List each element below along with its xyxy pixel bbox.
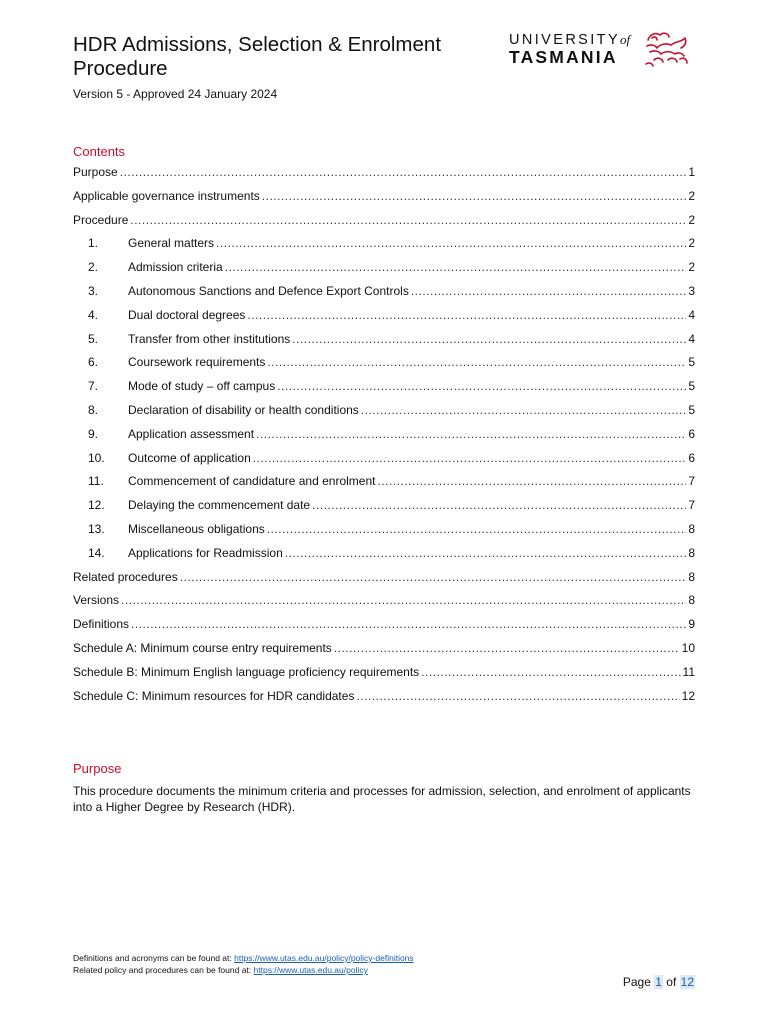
lion-icon bbox=[644, 30, 690, 68]
toc-entry-number: 13. bbox=[88, 521, 105, 536]
toc-entry-page: 4 bbox=[688, 331, 695, 346]
toc-entry[interactable] bbox=[73, 308, 695, 332]
toc-entry[interactable] bbox=[73, 546, 695, 570]
toc-entry-page: 8 bbox=[688, 569, 695, 584]
footer-policy-label: Related policy and procedures can be found at: bbox=[73, 965, 254, 975]
toc-entry-page: 2 bbox=[688, 212, 695, 227]
toc-entry-number: 4. bbox=[88, 307, 99, 322]
toc-entry-title: Procedure bbox=[73, 212, 129, 227]
toc-dot-leader bbox=[285, 546, 687, 560]
toc-entry-number: 14. bbox=[88, 545, 105, 560]
toc-entry-page: 6 bbox=[688, 450, 695, 465]
toc-entry-title: Applications for Readmission bbox=[128, 545, 283, 560]
toc-entry[interactable] bbox=[73, 427, 695, 451]
toc-entry-title: Delaying the commencement date bbox=[128, 498, 311, 513]
logo-top-word: UNIVERSITY bbox=[509, 32, 621, 48]
toc-entry-page: 5 bbox=[688, 379, 695, 394]
toc-entry[interactable] bbox=[73, 189, 695, 213]
toc-entry-title: Autonomous Sanctions and Defence Export Controls bbox=[128, 283, 409, 298]
toc-entry-title: Definitions bbox=[73, 617, 130, 632]
toc-entry-number: 11. bbox=[88, 474, 104, 489]
toc-entry-title: Purpose bbox=[73, 165, 118, 179]
toc-entry-number: 9. bbox=[88, 426, 99, 441]
toc-entry-page: 8 bbox=[688, 593, 695, 608]
toc-entry[interactable] bbox=[73, 617, 695, 641]
toc-entry[interactable] bbox=[73, 570, 695, 594]
toc-entry-title: Miscellaneous obligations bbox=[128, 521, 265, 536]
toc-entry-title: Transfer from other institutions bbox=[128, 331, 291, 346]
page-indicator bbox=[623, 975, 695, 989]
toc-dot-leader bbox=[131, 617, 686, 631]
table-of-contents bbox=[73, 165, 695, 712]
toc-entry-title: Application assessment bbox=[128, 426, 255, 441]
toc-dot-leader bbox=[121, 593, 686, 607]
toc-entry-title: Schedule B: Minimum English language proficiency requirements bbox=[73, 664, 420, 679]
logo-tasmania-text: TASMANIA bbox=[509, 47, 618, 67]
toc-entry-page: 3 bbox=[688, 283, 695, 298]
university-logo bbox=[509, 30, 699, 70]
toc-entry-page: 8 bbox=[688, 521, 695, 536]
toc-entry[interactable] bbox=[73, 451, 695, 475]
toc-entry-page: 10 bbox=[681, 640, 695, 655]
version-line: Version 5 - Approved 24 January 2024 bbox=[73, 87, 278, 101]
toc-dot-leader bbox=[225, 260, 687, 274]
toc-entry[interactable] bbox=[73, 689, 695, 713]
toc-entry-page: 12 bbox=[681, 688, 695, 703]
toc-entry-title: Coursework requirements bbox=[128, 355, 266, 370]
toc-entry-page: 7 bbox=[688, 474, 695, 489]
toc-entry-page: 5 bbox=[688, 355, 695, 370]
toc-entry[interactable] bbox=[73, 213, 695, 237]
toc-dot-leader bbox=[312, 498, 686, 512]
contents-heading: Contents bbox=[73, 144, 126, 159]
toc-entry-page: 9 bbox=[688, 617, 695, 632]
toc-dot-leader bbox=[292, 332, 686, 346]
toc-entry-page: 11 bbox=[682, 664, 695, 679]
toc-dot-leader bbox=[216, 236, 686, 250]
toc-dot-leader bbox=[180, 570, 687, 584]
toc-entry-number: 2. bbox=[88, 260, 99, 275]
toc-entry[interactable] bbox=[73, 332, 695, 356]
logo-of-word: of bbox=[620, 32, 631, 47]
toc-dot-leader bbox=[267, 355, 686, 369]
toc-entry-number: 6. bbox=[88, 355, 99, 370]
toc-dot-leader bbox=[334, 641, 680, 655]
toc-entry-title: Mode of study – off campus bbox=[128, 379, 276, 394]
toc-dot-leader bbox=[253, 451, 687, 465]
toc-entry[interactable] bbox=[73, 403, 695, 427]
toc-entry[interactable] bbox=[73, 474, 695, 498]
footer-policy-line bbox=[73, 964, 414, 976]
toc-entry-number: 5. bbox=[88, 331, 99, 346]
toc-entry-page: 2 bbox=[688, 236, 695, 251]
toc-entry-page: 6 bbox=[688, 426, 695, 441]
toc-entry[interactable] bbox=[73, 522, 695, 546]
toc-entry-page: 2 bbox=[688, 260, 695, 275]
logo-university-text bbox=[509, 32, 630, 48]
toc-entry-title: Commencement of candidature and enrolment bbox=[128, 474, 376, 489]
toc-entry-title: Outcome of application bbox=[128, 450, 251, 465]
page-of: of bbox=[666, 975, 677, 989]
purpose-heading: Purpose bbox=[73, 761, 122, 776]
toc-dot-leader bbox=[262, 189, 687, 203]
toc-entry-number: 7. bbox=[88, 379, 99, 394]
toc-dot-leader bbox=[411, 284, 686, 298]
toc-entry[interactable] bbox=[73, 498, 695, 522]
toc-entry[interactable] bbox=[73, 260, 695, 284]
toc-entry-title: Applicable governance instruments bbox=[73, 188, 260, 203]
toc-entry[interactable] bbox=[73, 236, 695, 260]
policy-link[interactable]: https://www.utas.edu.au/policy bbox=[253, 965, 368, 975]
footer-definitions-label: Definitions and acronyms can be found at: bbox=[73, 953, 235, 963]
toc-entry[interactable] bbox=[73, 593, 695, 617]
toc-entry[interactable] bbox=[73, 641, 695, 665]
page-prefix: Page bbox=[622, 975, 651, 989]
toc-dot-leader bbox=[361, 403, 687, 417]
toc-entry-number: 3. bbox=[88, 283, 99, 298]
toc-entry-number: 1. bbox=[88, 236, 99, 251]
total-page-number[interactable]: 12 bbox=[680, 975, 694, 989]
toc-dot-leader bbox=[421, 665, 680, 679]
toc-entry[interactable] bbox=[73, 665, 695, 689]
footer-definitions-line bbox=[73, 952, 414, 964]
toc-entry-number: 10. bbox=[88, 450, 105, 465]
toc-dot-leader bbox=[247, 308, 686, 322]
purpose-body: This procedure documents the minimum criteria and processes for admission, selection, and enrolment of applicants into a Higher Degree by Research (HDR). bbox=[73, 784, 691, 814]
toc-entry-page: 4 bbox=[688, 307, 695, 322]
toc-entry-title: Declaration of disability or health conditions bbox=[128, 402, 359, 417]
toc-entry-title: Dual doctoral degrees bbox=[128, 307, 246, 322]
toc-entry[interactable] bbox=[73, 284, 695, 308]
toc-dot-leader bbox=[267, 522, 687, 536]
toc-entry[interactable] bbox=[73, 165, 695, 189]
toc-dot-leader bbox=[120, 165, 687, 179]
toc-entry-page: 8 bbox=[688, 545, 695, 560]
toc-dot-leader bbox=[277, 379, 686, 393]
toc-entry-number: 12. bbox=[88, 498, 105, 513]
toc-entry-number: 8. bbox=[88, 402, 99, 417]
toc-entry-title: General matters bbox=[128, 236, 215, 251]
current-page-number[interactable]: 1 bbox=[655, 975, 662, 989]
toc-entry-title: Schedule A: Minimum course entry requirements bbox=[73, 640, 332, 655]
toc-dot-leader bbox=[130, 213, 686, 227]
toc-entry-page: 7 bbox=[688, 498, 695, 513]
toc-entry-page: 2 bbox=[688, 188, 695, 203]
toc-entry-title: Versions bbox=[73, 593, 120, 608]
toc-entry-page: 1 bbox=[688, 165, 695, 179]
definitions-link[interactable]: https://www.utas.edu.au/policy/policy-definitions bbox=[234, 953, 414, 963]
toc-entry-page: 5 bbox=[688, 402, 695, 417]
toc-dot-leader bbox=[377, 474, 686, 488]
toc-entry-title: Admission criteria bbox=[128, 260, 223, 275]
toc-entry-title: Schedule C: Minimum resources for HDR candidates bbox=[73, 688, 355, 703]
footer bbox=[73, 952, 414, 976]
toc-entry[interactable] bbox=[73, 355, 695, 379]
document-title: HDR Admissions, Selection & Enrolment Procedure bbox=[73, 33, 442, 80]
toc-entry-title: Related procedures bbox=[73, 569, 178, 584]
toc-dot-leader bbox=[256, 427, 686, 441]
toc-entry[interactable] bbox=[73, 379, 695, 403]
toc-dot-leader bbox=[356, 689, 679, 703]
